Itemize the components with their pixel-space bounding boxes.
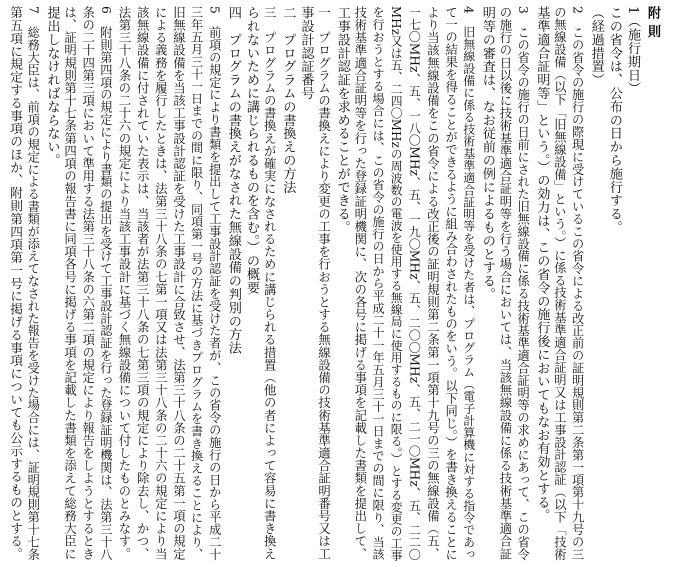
paragraph-line: 工事設計認証を求めることができる。	[334, 6, 350, 234]
paragraph-line: 三年五月三十一日までの間に限り、同項第一号の方法に基づきプログラムを書き換えることにより、	[189, 6, 204, 561]
paragraph-line: 5 前項の規定により書類を提出して工事設計認証を受けた者が、この省令の施行の日から平成二十	[207, 6, 222, 561]
paragraph-line: この省令は、公布の日から施行する。	[606, 6, 622, 234]
paragraph-line: の無線設備（以下「旧無線設備」という。）に係る技術基準適合証明又は工事設計認証（以下「技術	[552, 6, 567, 561]
paragraph-line: 二 プログラムの書換えの方法	[280, 6, 296, 194]
paragraph-line: は、証明規則第十七条第四項の報告書に同項各号に掲げる事項を記載した書類を添えて総務大臣に	[62, 6, 78, 560]
paragraph-line: 条の二十四第三項において準用する法第三十八条の六第二項の規定により報告をしようとするとき	[80, 6, 96, 560]
paragraph-line: 事設計認証番号	[298, 6, 314, 100]
paragraph-line: 四 プログラムの書換えがなされた無線設備の判別の方法	[225, 6, 241, 355]
paragraph-line: 該無線設備に付されていた表示は、当該者が法第三十八条の七第三項の規定により除去し、かつ、	[135, 6, 151, 560]
paragraph-line: 法第三十八条の二十六の規定により当該工事設計に基づく無線設備について付したものとみなす。	[117, 6, 132, 560]
paragraph-line: 一七〇MHz、五、一八〇MHz、五、一九〇MHz、五、二〇〇MHz、五、二一〇MHz、五、二二〇	[407, 6, 422, 561]
paragraph-line: より当該無線設備をこの省令による改正後の証明規則第二条第一項第十九号の三の無線設備（五、	[425, 6, 441, 560]
paragraph-line: 三 プログラムの書換えが確実になされるために講じられる措置（他の者によって容易に書き換え	[262, 6, 278, 560]
paragraph-line: 7 総務大臣は、前項の規定による書類が添えてなされた報告を受けた場合には、証明規則第十七条	[26, 6, 41, 561]
paragraph-line: 1（施行期日）	[625, 6, 640, 95]
paragraph-line: 2 この省令の施行の際現に受けているこの省令による改正前の証明規則第二条第一項第十九号の三	[570, 6, 585, 561]
paragraph-line: られないために講じられるものを含む。）の概要	[244, 6, 259, 295]
paragraph-line: 6 附則第四項の規定により書類の提出を受けて工事設計認証を行った登録証明機関は、法第三十八	[98, 6, 113, 561]
paragraph-line: 4 旧無線設備に係る技術基準適合証明等を受けた者は、プログラム（電子計算機に対する指令であっ	[461, 6, 476, 561]
paragraph-line: 明等の審査は、なお従前の例によるものとする。	[479, 6, 495, 301]
paragraph-line: 第五項に規定する事項のほか、附則第四項第一号に掲げる事項についても公示するものとする。	[8, 6, 24, 561]
provisions-heading: 附 則	[645, 6, 660, 38]
paragraph-line: （経過措置）	[588, 6, 604, 87]
paragraph-line: MHz又は五、二四〇MHzの周波数の電波を使用する無線局に使用するものに限る。）とする変更の工事	[389, 6, 404, 562]
paragraph-line: による義務を履行したときは、法第三十八条の七第一項又は法第三十八条の二十六の規定により当	[153, 6, 169, 560]
paragraph-line: 一 プログラムの書換えにより変更の工事を行おうとする無線設備の技術基準適合証明番号又は工	[316, 6, 332, 560]
paragraph-line: 3 この省令の施行の日前にされた旧無線設備に係る技術基準適合証明等の求めにあって、この省令	[516, 6, 531, 561]
paragraph-line: て一の結果を得ることができるように組み合わされたものをいう。以下同じ。）を書き換えることに	[443, 6, 458, 561]
paragraph-line: 旧無線設備を当該工事設計認証を受けた工事設計に合致させ、法第三十八条の二十五第一項の規定	[171, 6, 187, 560]
paragraph-line: 基準適合証明等」という。）の効力は、この省令の施行後においてもなお有効とする。	[534, 6, 550, 522]
paragraph-line: を行おうとする場合には、この省令の施行の日から平成二十一年五月三十一日までの間に限り、当該	[371, 6, 385, 561]
paragraph-line: 技術基準適合証明等を行った登録証明機関に、次の各号に掲げる事項を記載した書類を提出して、	[352, 6, 368, 560]
paragraph-line: の施行の日以後に技術基準適合証明等を行う場合においては、当該無線設備に係る技術基準適合証	[498, 6, 513, 560]
paragraph-line: 提出しなければならない。	[44, 6, 60, 167]
